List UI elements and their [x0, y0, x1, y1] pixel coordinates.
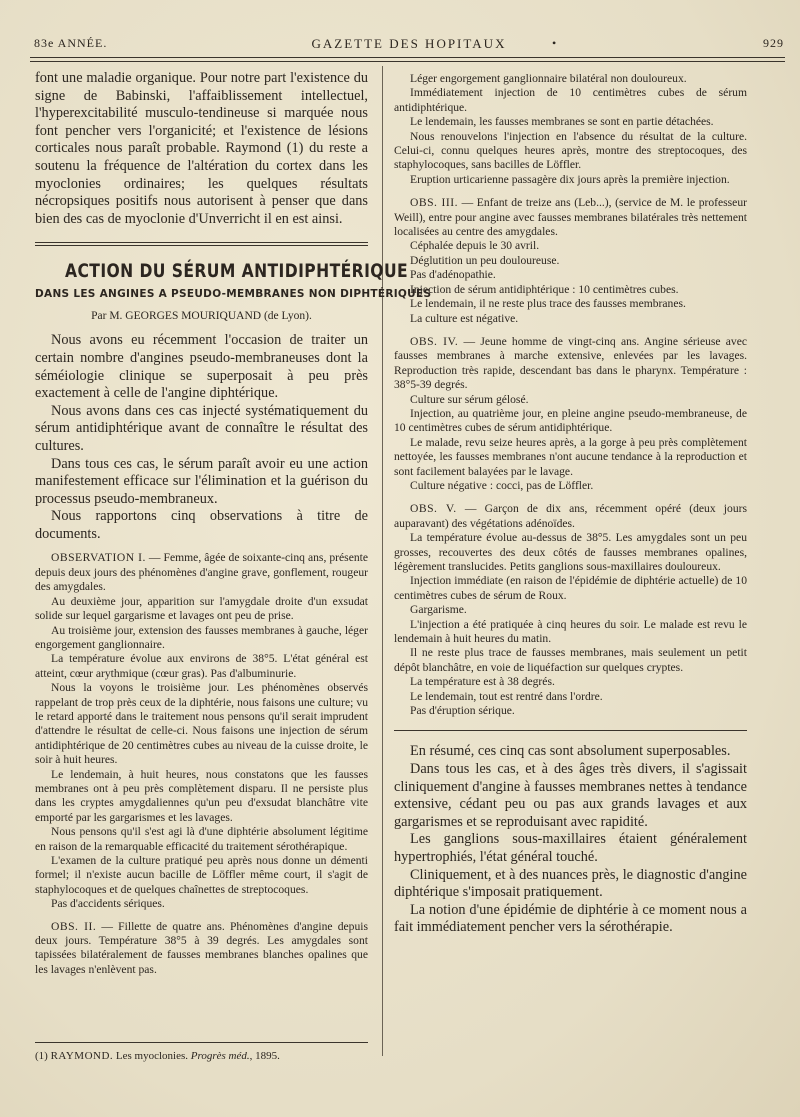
- column-divider: [382, 66, 383, 1056]
- body-paragraph: Nous avons dans ces cas injecté systématiquement du sérum antidiphtérique avant de connaître le résultat des cultures.: [35, 402, 368, 454]
- journal-title: GAZETTE DES HOPITAUX: [311, 36, 507, 51]
- observation-4-text: Le malade, revu seize heures après, a la gorge à peu près complètement nettoyée, les fausses membranes n'ont aucune tendance à la reproduction et sont facilement balayées par le lavage.: [394, 435, 747, 478]
- observation-2-text: Nous renouvelons l'injection en l'absence du résultat de la culture. Celui-ci, connu quelques heures après, montre des streptocoques, des staphylocoques, sans bacilles de Löffler.: [394, 129, 747, 172]
- observation-5-text: La température est à 38 degrés.: [410, 675, 555, 689]
- observation-2-text: Eruption urticarienne passagère dix jours après la première injection.: [410, 172, 730, 186]
- article-subtitle: DANS LES ANGINES A PSEUDO-MEMBRANES NON DIPHTÉRIQUES: [35, 288, 432, 301]
- observation-3-text: Le lendemain, il ne reste plus trace des fausses membranes.: [410, 297, 686, 311]
- observation-5: OBS. V. — Garçon de dix ans, récemment opéré (deux jours auparavant) des végétations adénoïdes.: [394, 502, 747, 530]
- observation-3-text: Injection de sérum antidiphtérique : 10 centimètres cubes.: [410, 282, 679, 296]
- body-paragraph: Nous rapportons cinq observations à titre de documents.: [35, 508, 368, 542]
- article-title: ACTION DU SÉRUM ANTIDIPHTÉRIQUE: [64, 260, 409, 283]
- footnote-rule: [35, 1042, 368, 1043]
- observation-heading: OBS. II.: [51, 919, 97, 933]
- observation-5-text: Gargarisme.: [410, 603, 467, 617]
- footnote-author: RAYMOND.: [50, 1050, 114, 1062]
- article-author: Par M. GEORGES MOURIQUAND (de Lyon).: [91, 310, 312, 323]
- observation-1-text: La température évolue aux environs de 38°5. L'état général est atteint, cœur arythmique (cœur gras). Pas d'albuminurie.: [35, 652, 368, 680]
- observation-3-text: La culture est négative.: [410, 311, 519, 325]
- left-column: [35, 70, 432, 977]
- observation-3-text: Pas d'adénopathie.: [410, 268, 496, 282]
- observation-2-text: Immédiatement injection de 10 centimètres cubes de sérum antidiphtérique.: [394, 86, 747, 114]
- observation-2: OBS. II. — Fillette de quatre ans. Phénomènes d'angine depuis deux jours. Température 38°5 à 39 degrés. Les amygdales sont tapissées bilatéralement de fausses membranes blanches opalines que les lavages n'enlèvent pas.: [35, 919, 368, 976]
- right-column: [394, 72, 747, 937]
- observation-heading: OBS. IV.: [410, 334, 459, 348]
- observation-2-text: Le lendemain, les fausses membranes se sont en partie détachées.: [410, 115, 714, 129]
- observation-1-text: Au troisième jour, extension des fausses membranes à gauche, léger engorgement ganglionnaire.: [35, 623, 368, 651]
- observation-5-text: La température évolue au-dessus de 38°5. Les amygdales sont un peu grosses, recouvertes des deux côtés de fausses membranes opalines, légèrement translucides. Petits ganglions sous-maxillaires douloureux.: [394, 531, 747, 573]
- header-rule-second: [30, 61, 785, 62]
- observation-4-text: Culture négative : cocci, pas de Löffler.: [410, 478, 594, 492]
- observation-1-text: Nous pensons qu'il s'est agi là d'une diphtérie absolument légitime en raison de la remarquable efficacité du traitement sérothérapique.: [35, 825, 368, 853]
- observation-1-text: Le lendemain, à huit heures, nous constatons que les fausses membranes ont à peu près complètement disparu. Il ne persiste plus dans les cryptes amygdaliennes qu'un peu d'exsudat blanchâtre vite emporté par les gargarismes et les lavages.: [35, 767, 368, 824]
- observation-heading: OBSERVATION I.: [51, 551, 146, 565]
- running-header: [34, 36, 784, 54]
- volume-label: 83e ANNÉE.: [34, 36, 108, 50]
- observation-heading: OBS. III.: [410, 196, 459, 210]
- observation-5-text: Il ne reste plus trace de fausses membranes, mais seulement un petit dépôt blanchâtre, en voie de liquéfaction sur quelques cryptes.: [394, 646, 747, 674]
- conclusion-paragraph: Les ganglions sous-maxillaires étaient généralement hypertrophiés, l'état général touché.: [394, 831, 747, 866]
- observation-4-text: Culture sur sérum gélosé.: [410, 392, 529, 406]
- observation-1-text: Pas d'accidents sériques.: [51, 897, 165, 911]
- header-dot: •: [552, 36, 558, 50]
- header-rule: [30, 57, 785, 58]
- observation-heading: OBS. V.: [410, 502, 457, 516]
- observation-2-text: Léger engorgement ganglionnaire bilatéral non douloureux.: [410, 72, 687, 85]
- observation-5-text: Pas d'éruption sérique.: [410, 704, 515, 718]
- body-paragraph: Dans tous ces cas, le sérum paraît avoir eu une action manifestement efficace sur l'élimination et la guérison du processus pseudo-membraneux.: [35, 455, 368, 507]
- observation-1-text: L'examen de la culture pratiqué peu après nous donne un démenti formel; il n'existe aucun bacille de Löffler même court, il s'agit de staphylocoques et de quelques chaînettes de streptocoques.: [35, 854, 368, 896]
- observation-1-text: Au deuxième jour, apparition sur l'amygdale droite d'un exsudat solide sur lequel gargarisme et lavages ont peu de prise.: [35, 594, 368, 623]
- conclusion-paragraph: En résumé, ces cinq cas sont absolument superposables.: [410, 743, 731, 760]
- observation-1: OBSERVATION I. — Femme, âgée de soixante-cinq ans, présente depuis deux jours des phénomènes d'angine grave, gonflement, rougeur des amygdales.: [35, 551, 369, 594]
- page-number: 929: [763, 36, 784, 50]
- footnote: (1) RAYMOND. Les myoclonies. Progrès méd., 1895.: [35, 1050, 280, 1062]
- body-paragraph: Nous avons eu récemment l'occasion de traiter un certain nombre d'angines pseudo-membraneuses dont la séméiologie clinique se superposait à peu près exactement à celle de l'angine diphtérique.: [35, 332, 368, 402]
- observation-4-text: Injection, au quatrième jour, en pleine angine pseudo-membraneuse, de 10 centimètres cubes de sérum antidiphtérique.: [394, 406, 747, 435]
- observation-5-text: L'injection a été pratiquée à cinq heures du soir. Le malade est revu le lendemain à huit heures du matin.: [394, 617, 747, 646]
- observation-5-text: Injection immédiate (en raison de l'épidémie de diphtérie actuelle) de 10 centimètres cubes de sérum de Roux.: [394, 574, 747, 602]
- observation-3-text: Déglutition un peu douloureuse.: [410, 253, 560, 267]
- conclusion-paragraph: La notion d'une épidémie de diphtérie à ce moment nous a fait immédiatement pencher vers la sérothérapie.: [394, 901, 747, 936]
- footnote-journal: Progrès méd.: [190, 1050, 250, 1062]
- observation-3: OBS. III. — Enfant de treize ans (Leb...), (service de M. le professeur Weill), entre pour angine avec fausses membranes bilatérales très nettement localisées au centre des amygdales.: [394, 196, 747, 239]
- observation-5-text: Le lendemain, tout est rentré dans l'ordre.: [410, 689, 603, 703]
- intro-paragraph: font une maladie organique. Pour notre part l'existence du signe de Babinski, l'affaiblissement intellectuel, l'hyperexcitabilité musculo-tendineuse si marquée nous font pencher vers l'organicité; et l'existence de lésions corticales nous paraît probable. Raymond (1) du reste a soutenu la fréquence de l'altération du cortex dans les myoclonies ordinaires; les quelques résultats nécropsiques positifs nous autorisent à penser que dans bien des cas de myoclonie d'Unverricht il en est ainsi.: [35, 70, 368, 227]
- conclusion-paragraph: Dans tous les cas, et à des âges très divers, il s'agissait cliniquement d'angine à fausses membranes nettes à tendance extensive, cédant peu ou pas aux grands lavages et aux gargarismes et se reproduisant avec rapidité.: [394, 761, 747, 830]
- conclusion-paragraph: Cliniquement, et à des nuances près, le diagnostic d'angine diphtérique s'imposait pratiquement.: [394, 866, 747, 901]
- observation-3-text: Céphalée depuis le 30 avril.: [410, 239, 540, 253]
- observation-4: OBS. IV. — Jeune homme de vingt-cinq ans. Angine sérieuse avec fausses membranes à marche extensive, enlevées par les lavages. Reproduction très rapide, descendant bas dans le pharynx. Température : 38°5-39 degrés.: [394, 334, 747, 392]
- observation-1-text: Nous la voyons le troisième jour. Les phénomènes observés rappelant de trop près ceux de la diphtérie, nous faisons une culture; vu le retard apporté dans le traitement nous pensons qu'il serait imprudent d'attendre le résultat de celle-ci. Nous faisons une injection de sérum antidiphtérique de 20 centimètres cubes au niveau de la cuisse droite, le soir à huit heures.: [35, 681, 368, 767]
